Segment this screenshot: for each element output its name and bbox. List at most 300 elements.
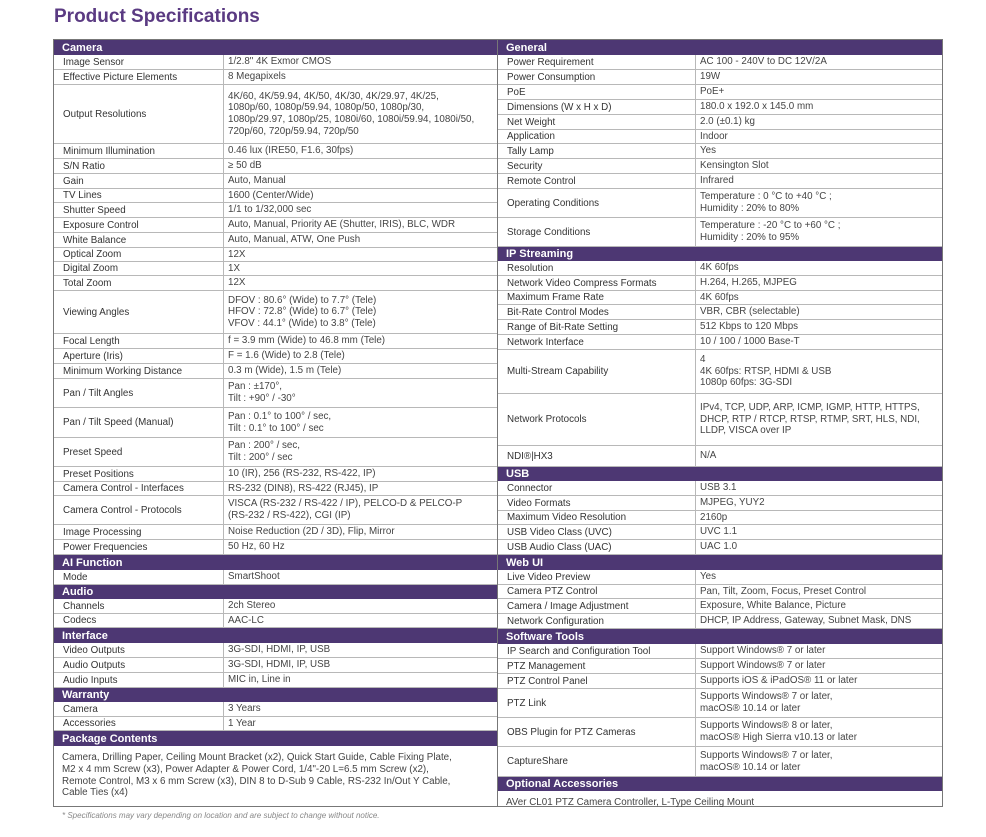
spec-value [695, 481, 942, 495]
spec-label: Camera Control - Interfaces [63, 483, 184, 494]
spec-label: Range of Bit-Rate Setting [507, 321, 619, 333]
spec-label: Digital Zoom [63, 263, 118, 274]
spec-label: Output Resolutions [63, 108, 147, 120]
spec-value [223, 233, 497, 247]
spec-value-line: Pan : 0.1° to 100° / sec, [228, 410, 332, 422]
spec-label: PTZ Link [507, 697, 547, 709]
spec-row-s-n-ratio [54, 159, 497, 174]
spec-label: PTZ Control Panel [507, 675, 588, 687]
section-header-usb: USB [498, 467, 942, 481]
spec-value-line: 1X [228, 262, 240, 274]
spec-value-line: 3G-SDI, HDMI, IP, USB [228, 644, 331, 656]
spec-value [695, 599, 942, 613]
spec-value [695, 496, 942, 510]
spec-label: Aperture (Iris) [63, 350, 123, 362]
spec-value-line: 1080p/60, 1080p/59.94, 1080p/50, 1080p/30, [228, 102, 425, 114]
spec-row-bit-rate-control-modes [498, 305, 942, 320]
spec-value [223, 334, 497, 348]
spec-label: Maximum Video Resolution [507, 512, 627, 523]
spec-value-line: macOS® 10.14 or later [700, 761, 801, 773]
spec-row-minimum-working-distance [54, 364, 497, 379]
spec-value-line: LLDP, VISCA over IP [700, 425, 792, 437]
spec-value-line: UVC 1.1 [700, 526, 738, 538]
section-header-ai-function: AI Function [54, 555, 497, 570]
spec-row-mode [54, 570, 497, 585]
spec-value-line: AC 100 - 240V to DC 12V/2A [700, 56, 827, 68]
spec-value [223, 262, 497, 275]
spec-row-video-outputs [54, 643, 497, 658]
spec-label: CaptureShare [507, 756, 568, 767]
spec-row-pan-tilt-speed-manual [54, 408, 497, 438]
spec-value-line: 10 (IR), 256 (RS-232, RS-422, IP) [228, 468, 376, 480]
spec-label: Live Video Preview [507, 571, 591, 583]
spec-row-range-of-bit-rate-setting [498, 320, 942, 335]
spec-value [223, 189, 497, 202]
spec-row-captureshare [498, 747, 942, 777]
spec-value-line: Pan : ±170°, [228, 381, 282, 393]
spec-value [695, 159, 942, 173]
spec-value [223, 525, 497, 539]
spec-label: Mode [63, 571, 88, 583]
spec-value-line: 3G-SDI, HDMI, IP, USB [228, 659, 331, 671]
spec-value-line: VFOV : 44.1° (Wide) to 3.8° (Tele) [228, 317, 376, 329]
spec-value [223, 276, 497, 290]
spec-row-maximum-frame-rate [498, 291, 942, 305]
spec-label: Network Video Compress Formats [507, 277, 657, 289]
section-header-optional-accessories: Optional Accessories [498, 777, 942, 791]
spec-value [695, 144, 942, 158]
spec-label: Operating Conditions [507, 197, 600, 209]
section-header-general: General [498, 40, 942, 55]
spec-row-optical-zoom [54, 248, 497, 262]
spec-label: Channels [63, 600, 105, 612]
spec-value [695, 570, 942, 584]
spec-row-image-processing [54, 525, 497, 540]
spec-value-line: 1080p/29.97, 1080p/25, 1080i/60, 1080i/59.94, 1080i/50, [228, 114, 475, 125]
spec-value-line: 4K 60fps: RTSP, HDMI & USB [700, 365, 832, 377]
spec-value-line: RS-232 (DIN8), RS-422 (RJ45), IP [228, 482, 379, 494]
spec-value-line: SmartShoot [228, 571, 280, 583]
full-text-cell [498, 791, 942, 812]
spec-value-line: Supports Windows® 7 or later, [700, 691, 833, 703]
spec-value-line: 0.3 m (Wide), 1.5 m (Tele) [228, 365, 342, 377]
spec-row-gain [54, 174, 497, 189]
spec-row-ptz-link [498, 689, 942, 718]
spec-row-connector [498, 481, 942, 496]
spec-label: USB Video Class (UVC) [507, 526, 612, 538]
spec-label: IP Search and Configuration Tool [507, 645, 651, 657]
spec-value [695, 70, 942, 84]
spec-value [695, 540, 942, 554]
spec-value-line: Supports iOS & iPadOS® 11 or later [700, 675, 858, 687]
spec-row-obs-plugin-for-ptz-cameras [498, 718, 942, 747]
spec-value [695, 320, 942, 334]
text-line: Cable Ties (x4) [62, 787, 128, 799]
spec-value-line: 3 Years [228, 703, 261, 715]
footnote: * Specifications may vary depending on location and are subject to change without notice. [62, 811, 380, 820]
spec-row-codecs [54, 614, 497, 628]
spec-label: Preset Positions [63, 468, 134, 480]
spec-value [695, 689, 942, 717]
spec-label: Remote Control [507, 175, 576, 187]
spec-value-line: Temperature : -20 °C to +60 °C ; [700, 220, 841, 232]
spec-row-live-video-preview [498, 570, 942, 585]
spec-label: Power Frequencies [63, 541, 148, 553]
spec-label: Image Processing [63, 526, 142, 538]
text-line: M2 x 4 mm Screw (x3), Power Adapter & Power Cord, 1/4"-20 L=6.5 mm Screw (x2), [62, 763, 429, 775]
spec-value-line: 720p/60, 720p/59.94, 720p/50 [228, 125, 359, 137]
spec-value [695, 511, 942, 524]
spec-label: OBS Plugin for PTZ Cameras [507, 726, 636, 738]
spec-value [695, 644, 942, 658]
spec-label: NDI®|HX3 [507, 450, 553, 462]
spec-value [223, 673, 497, 687]
spec-value-line: Noise Reduction (2D / 3D), Flip, Mirror [228, 526, 395, 538]
section-header-interface: Interface [54, 628, 497, 643]
spec-row-poe [498, 85, 942, 100]
spec-label: Audio Inputs [63, 674, 118, 686]
spec-value [223, 70, 497, 84]
spec-row-output-resolutions [54, 85, 497, 144]
spec-label: Camera Control - Protocols [63, 504, 182, 516]
spec-value [695, 174, 942, 188]
spec-value [223, 643, 497, 657]
spec-row-ndi-hx3 [498, 446, 942, 467]
spec-label: Pan / Tilt Speed (Manual) [63, 417, 174, 428]
spec-value [223, 717, 497, 730]
spec-value [695, 261, 942, 275]
spec-value [695, 130, 942, 143]
spec-value-line: 2160p [700, 511, 728, 523]
spec-value-line: Tilt : 0.1° to 100° / sec [228, 422, 324, 434]
spec-value-line: 12X [228, 277, 246, 289]
spec-label: Audio Outputs [63, 659, 126, 671]
spec-label: White Balance [63, 234, 127, 246]
spec-row-accessories [54, 717, 497, 731]
spec-row-multi-stream-capability [498, 350, 942, 394]
spec-label: Effective Picture Elements [63, 71, 178, 83]
spec-value-line: DHCP, RTP / RTCP, RTSP, RTMP, SRT, HLS, NDI, [700, 413, 920, 425]
spec-label: Gain [63, 175, 84, 187]
spec-value-line: Indoor [700, 130, 728, 142]
spec-label: Video Outputs [63, 644, 125, 656]
spec-value-line: AAC-LC [228, 614, 264, 626]
spec-label: Maximum Frame Rate [507, 292, 604, 303]
spec-value-line: 1 Year [228, 717, 256, 729]
text-line: Camera, Drilling Paper, Ceiling Mount Bracket (x2), Quick Start Guide, Cable Fixing Plate, [62, 752, 452, 763]
spec-value-line: 4K 60fps [700, 262, 739, 274]
spec-label: Storage Conditions [507, 226, 591, 238]
spec-label: Exposure Control [63, 219, 139, 231]
spec-label: Viewing Angles [63, 306, 130, 318]
spec-value [223, 203, 497, 217]
spec-row-maximum-video-resolution [498, 511, 942, 525]
spec-row-focal-length [54, 334, 497, 349]
spec-value-line: DFOV : 80.6° (Wide) to 7.7° (Tele) [228, 294, 377, 306]
spec-label: Codecs [63, 615, 97, 626]
spec-value [223, 218, 497, 232]
spec-label: Image Sensor [63, 56, 124, 68]
spec-label: Application [507, 131, 555, 142]
right-spec-table [497, 39, 943, 807]
spec-label: Minimum Working Distance [63, 365, 183, 377]
spec-row-dimensions-w-x-h-x-d [498, 100, 942, 115]
spec-value [695, 525, 942, 539]
spec-row-operating-conditions [498, 189, 942, 218]
spec-value [223, 144, 497, 158]
spec-label: Pan / Tilt Angles [63, 387, 134, 399]
spec-label: Connector [507, 482, 553, 494]
spec-row-channels [54, 599, 497, 614]
spec-value [223, 658, 497, 672]
spec-value [695, 674, 942, 688]
spec-label: S/N Ratio [63, 160, 105, 172]
spec-value-line: Pan : 200° / sec, [228, 440, 300, 452]
spec-value [223, 55, 497, 69]
spec-value [695, 747, 942, 776]
spec-row-video-formats [498, 496, 942, 511]
spec-value [223, 174, 497, 188]
spec-label: Bit-Rate Control Modes [507, 306, 609, 318]
spec-value [223, 379, 497, 407]
spec-value-line: macOS® 10.14 or later [700, 703, 801, 714]
spec-row-network-interface [498, 335, 942, 350]
spec-value [223, 496, 497, 524]
spec-value-line: Pan, Tilt, Zoom, Focus, Preset Control [700, 585, 867, 597]
page-title: Product Specifications [54, 6, 260, 27]
spec-value-line: PoE+ [700, 86, 725, 98]
spec-value-line: 4 [700, 354, 706, 366]
spec-row-effective-picture-elements [54, 70, 497, 85]
spec-label: Focal Length [63, 335, 120, 347]
spec-value-line: DHCP, IP Address, Gateway, Subnet Mask, DNS [700, 615, 912, 627]
spec-row-preset-speed [54, 438, 497, 467]
spec-label: PTZ Management [507, 660, 586, 672]
section-header-audio: Audio [54, 585, 497, 599]
spec-value [695, 614, 942, 628]
spec-label: Network Protocols [507, 414, 587, 425]
spec-value [223, 467, 497, 481]
spec-value-line: f = 3.9 mm (Wide) to 46.8 mm (Tele) [228, 335, 386, 347]
spec-row-minimum-illumination [54, 144, 497, 159]
spec-value [223, 599, 497, 613]
spec-row-camera-control-interfaces [54, 482, 497, 496]
spec-row-power-consumption [498, 70, 942, 85]
spec-value [695, 100, 942, 114]
spec-value-line: Kensington Slot [700, 160, 769, 172]
spec-row-audio-inputs [54, 673, 497, 688]
spec-value-line: Support Windows® 7 or later [700, 645, 826, 657]
spec-value-line: Yes [700, 571, 716, 583]
spec-value [695, 115, 942, 129]
spec-value-line: Supports Windows® 7 or later, [700, 749, 833, 761]
spec-value [223, 570, 497, 584]
spec-value [695, 350, 942, 393]
spec-row-usb-video-class-uvc [498, 525, 942, 540]
spec-value [695, 291, 942, 304]
spec-value-line: VISCA (RS-232 / RS-422 / IP), PELCO-D & PELCO-P [228, 498, 463, 510]
spec-row-remote-control [498, 174, 942, 189]
spec-label: Preset Speed [63, 446, 123, 458]
spec-value-line: 19W [700, 71, 721, 83]
spec-label: Video Formats [507, 497, 571, 509]
spec-row-net-weight [498, 115, 942, 130]
full-text-cell [54, 746, 497, 812]
spec-row-storage-conditions [498, 218, 942, 247]
spec-label: Network Interface [507, 336, 584, 348]
spec-label: Optical Zoom [63, 249, 122, 260]
spec-row-viewing-angles [54, 291, 497, 334]
spec-value [695, 335, 942, 349]
spec-value [695, 718, 942, 746]
spec-value-line: UAC 1.0 [700, 541, 738, 553]
spec-value [695, 446, 942, 466]
spec-label: Power Consumption [507, 71, 596, 83]
spec-label: PoE [507, 86, 526, 98]
spec-value [223, 349, 497, 363]
spec-value-line: Yes [700, 145, 716, 157]
spec-row-camera-control-protocols [54, 496, 497, 525]
spec-value-line: (RS-232 / RS-422), CGI (IP) [228, 510, 351, 521]
spec-value [223, 482, 497, 495]
left-spec-table [53, 39, 498, 807]
spec-row-camera [54, 702, 497, 717]
spec-value-line: Auto, Manual, Priority AE (Shutter, IRIS), BLC, WDR [228, 219, 456, 231]
spec-value-line: 1600 (Center/Wide) [228, 189, 314, 201]
spec-label: Resolution [507, 262, 554, 274]
section-header-software-tools: Software Tools [498, 629, 942, 644]
spec-row-ip-search-and-configuration-tool [498, 644, 942, 659]
spec-value [695, 189, 942, 217]
spec-row-image-sensor [54, 55, 497, 70]
spec-value-line: macOS® High Sierra v10.13 or later [700, 732, 857, 743]
spec-value [695, 218, 942, 246]
spec-value [695, 55, 942, 69]
spec-value-line: Infrared [700, 175, 734, 187]
spec-row-network-configuration [498, 614, 942, 629]
spec-value [695, 394, 942, 445]
spec-row-application [498, 130, 942, 144]
spec-label: Camera [63, 703, 98, 715]
spec-value-line: H.264, H.265, MJPEG [700, 277, 797, 289]
spec-label: Accessories [63, 718, 116, 729]
spec-label: Network Configuration [507, 615, 604, 627]
spec-label: Shutter Speed [63, 204, 126, 216]
spec-value [695, 85, 942, 99]
spec-label: USB Audio Class (UAC) [507, 541, 612, 553]
spec-value [223, 408, 497, 437]
spec-value [695, 305, 942, 319]
spec-label: Camera / Image Adjustment [507, 600, 629, 612]
spec-value-line: Exposure, White Balance, Picture [700, 600, 846, 612]
spec-value-line: 1080p 60fps: 3G-SDI [700, 377, 793, 389]
spec-value-line: 180.0 x 192.0 x 145.0 mm [700, 101, 814, 113]
spec-row-ptz-control-panel [498, 674, 942, 689]
spec-value-line: 4K 60fps [700, 291, 739, 303]
section-header-web-ui: Web UI [498, 555, 942, 570]
spec-row-power-requirement [498, 55, 942, 70]
spec-row-tally-lamp [498, 144, 942, 159]
spec-value-line: MJPEG, YUY2 [700, 497, 765, 509]
spec-value-line: Auto, Manual [228, 175, 286, 187]
spec-label: Power Requirement [507, 56, 594, 68]
spec-value-line: 10 / 100 / 1000 Base-T [700, 336, 800, 348]
spec-row-digital-zoom [54, 262, 497, 276]
spec-value-line: 50 Hz, 60 Hz [228, 541, 285, 553]
spec-value [223, 614, 497, 627]
spec-value-line: Tilt : +90° / -30° [228, 393, 296, 404]
spec-label: Security [507, 160, 543, 172]
spec-value-line: Auto, Manual, ATW, One Push [228, 234, 361, 246]
spec-value-line: Humidity : 20% to 95% [700, 232, 800, 243]
spec-value-line: HFOV : 72.8° (Wide) to 6.7° (Tele) [228, 306, 377, 318]
spec-label: Total Zoom [63, 277, 112, 289]
spec-row-network-protocols [498, 394, 942, 446]
spec-value [223, 85, 497, 143]
spec-label: Multi-Stream Capability [507, 366, 609, 377]
spec-row-pan-tilt-angles [54, 379, 497, 408]
spec-row-network-video-compress-formats [498, 276, 942, 291]
spec-row-power-frequencies [54, 540, 497, 555]
spec-value-line: Support Windows® 7 or later [700, 660, 826, 672]
spec-value-line: N/A [700, 450, 717, 462]
spec-value-line: 1/2.8" 4K Exmor CMOS [228, 56, 332, 68]
text-line: Remote Control, M3 x 6 mm Screw (x3), DIN 8 to D-Sub 9 Cable, RS-232 In/Out Y Cable, [62, 775, 451, 787]
spec-row-ptz-management [498, 659, 942, 674]
spec-value-line: MIC in, Line in [228, 674, 291, 686]
spec-value [223, 291, 497, 333]
spec-value-line: 4K/60, 4K/59.94, 4K/50, 4K/30, 4K/29.97, 4K/25, [228, 90, 439, 102]
text-line: AVer CL01 PTZ Camera Controller, L-Type Ceiling Mount [506, 797, 755, 808]
spec-value-line: 12X [228, 248, 246, 260]
spec-row-aperture-iris [54, 349, 497, 364]
spec-label: Dimensions (W x H x D) [507, 101, 612, 113]
spec-value-line: IPv4, TCP, UDP, ARP, ICMP, IGMP, HTTP, HTTPS, [700, 402, 920, 414]
spec-row-preset-positions [54, 467, 497, 482]
spec-value [223, 540, 497, 554]
spec-value [695, 585, 942, 598]
section-header-camera: Camera [54, 40, 497, 55]
spec-row-tv-lines [54, 189, 497, 203]
spec-row-security [498, 159, 942, 174]
spec-label: Camera PTZ Control [507, 586, 598, 597]
spec-label: Minimum Illumination [63, 145, 156, 157]
section-header-warranty: Warranty [54, 688, 497, 702]
spec-label: TV Lines [63, 190, 102, 201]
spec-row-total-zoom [54, 276, 497, 291]
spec-value [223, 702, 497, 716]
spec-value [223, 159, 497, 173]
spec-label: Net Weight [507, 116, 556, 128]
spec-row-resolution [498, 261, 942, 276]
spec-row-white-balance [54, 233, 497, 248]
spec-value-line: Humidity : 20% to 80% [700, 203, 800, 214]
spec-value [223, 248, 497, 261]
spec-row-exposure-control [54, 218, 497, 233]
spec-label: Tally Lamp [507, 145, 554, 157]
spec-value-line: 512 Kbps to 120 Mbps [700, 321, 799, 333]
spec-row-camera-image-adjustment [498, 599, 942, 614]
spec-value-line: Supports Windows® 8 or later, [700, 720, 833, 732]
spec-value-line: Tilt : 200° / sec [228, 452, 293, 463]
spec-value [223, 364, 497, 378]
spec-value-line: USB 3.1 [700, 482, 737, 494]
spec-value-line: ≥ 50 dB [228, 160, 262, 172]
spec-value-line: 0.46 lux (IRE50, F1.6, 30fps) [228, 145, 354, 157]
spec-value-line: 2ch Stereo [228, 600, 276, 612]
spec-value [695, 276, 942, 290]
spec-value-line: F = 1.6 (Wide) to 2.8 (Tele) [228, 350, 345, 362]
